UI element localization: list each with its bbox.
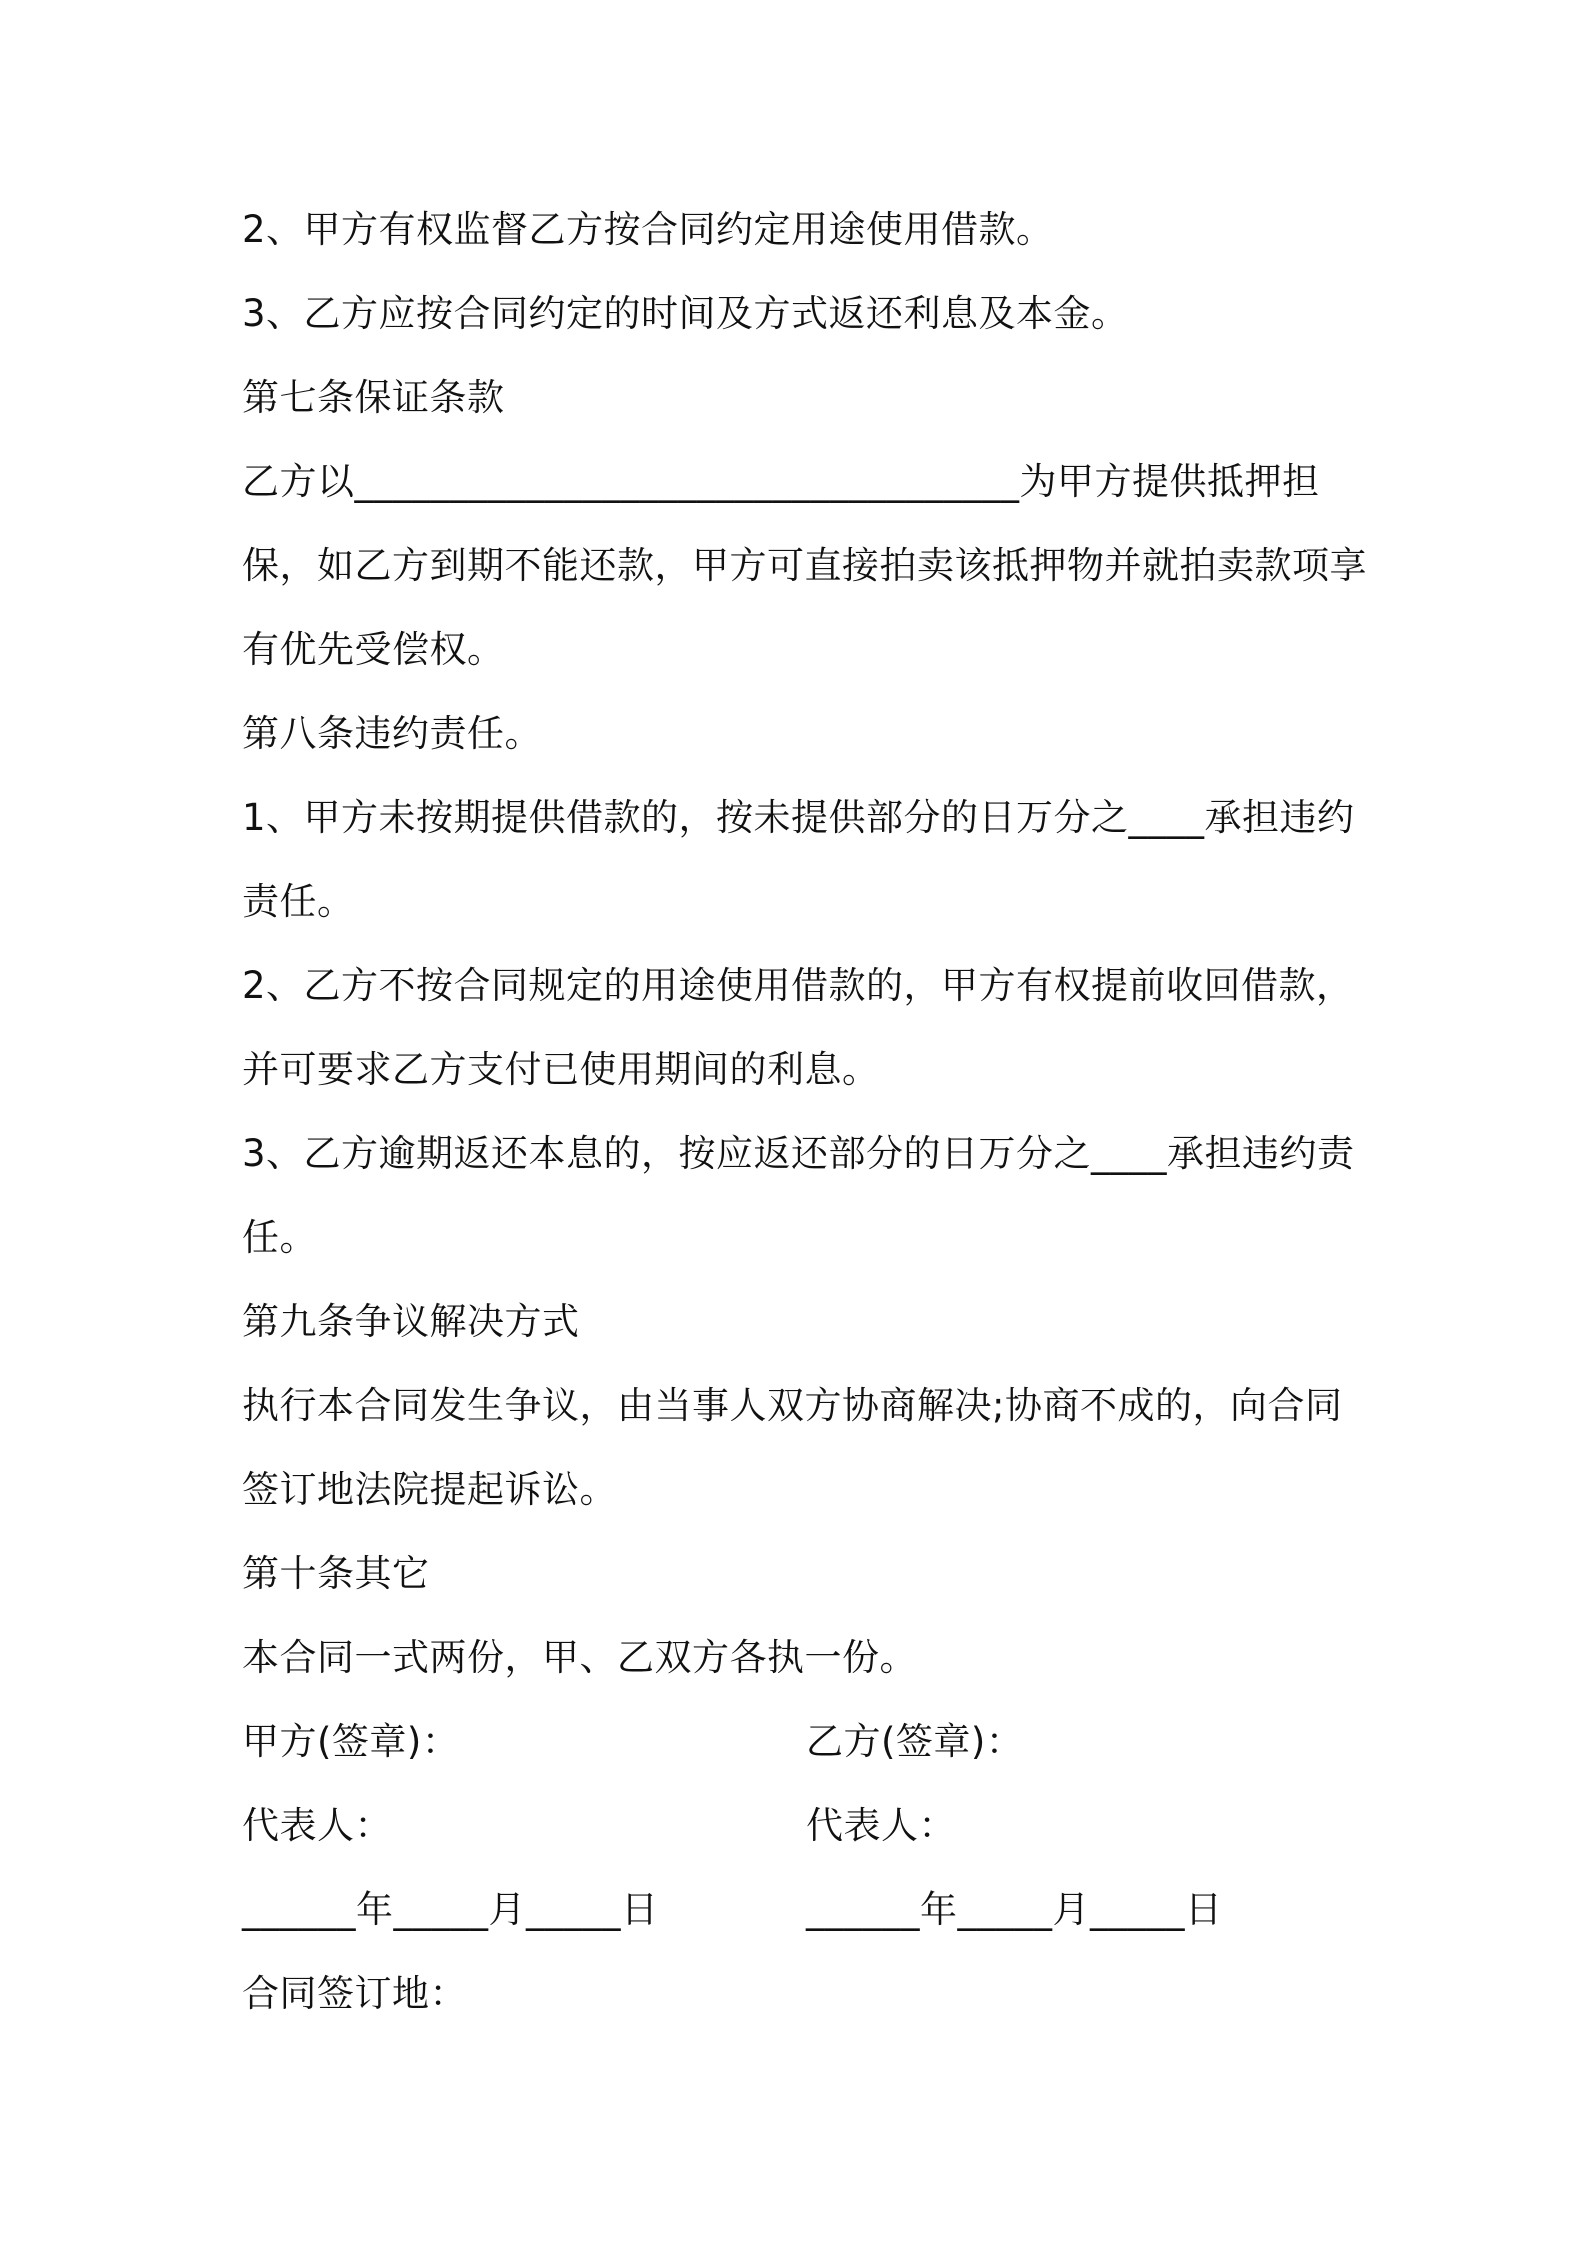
article-9-text-line-2: 签订地法院提起诉讼。: [242, 1468, 617, 1511]
article-7-heading: 第七条保证条款: [242, 376, 505, 419]
article-9-heading: 第九条争议解决方式: [242, 1300, 580, 1343]
article-8-item-1-line-2: 责任。: [242, 880, 355, 923]
article-10-heading: 第十条其它: [242, 1552, 430, 1595]
article-7-text-line-1: 乙方以___________________________________为甲方提供抵押担: [242, 460, 1320, 503]
contract-sign-place-label: 合同签订地：: [242, 1972, 467, 2015]
party-a-date-line: ______年_____月_____日: [242, 1888, 659, 1931]
article-8-item-1-line-1: 1、甲方未按期提供借款的，按未提供部分的日万分之____承担违约: [242, 796, 1355, 839]
article-7-text-line-2: 保，如乙方到期不能还款，甲方可直接拍卖该抵押物并就拍卖款项享: [242, 544, 1367, 587]
party-b-seal-label: 乙方(签章)：: [806, 1720, 1024, 1763]
article-9-text-line-1: 执行本合同发生争议，由当事人双方协商解决;协商不成的，向合同: [242, 1384, 1343, 1427]
article-8-item-2-line-1: 2、乙方不按合同规定的用途使用借款的，甲方有权提前收回借款，: [242, 964, 1354, 1007]
article-8-item-2-line-2: 并可要求乙方支付已使用期间的利息。: [242, 1048, 880, 1091]
article-8-item-3-line-2: 任。: [242, 1216, 317, 1259]
article-7-text-line-3: 有优先受偿权。: [242, 628, 505, 671]
article-8-heading: 第八条违约责任。: [242, 712, 542, 755]
article-8-item-3-line-1: 3、乙方逾期返还本息的，按应返还部分的日万分之____承担违约责: [242, 1132, 1355, 1175]
party-a-seal-label: 甲方(签章)：: [242, 1720, 460, 1763]
clause-2-supervise: 2、甲方有权监督乙方按合同约定用途使用借款。: [242, 208, 1054, 251]
clause-3-repay: 3、乙方应按合同约定的时间及方式返还利息及本金。: [242, 292, 1129, 335]
article-10-text: 本合同一式两份，甲、乙双方各执一份。: [242, 1636, 917, 1679]
party-b-date-line: ______年_____月_____日: [806, 1888, 1223, 1931]
party-b-representative-label: 代表人：: [806, 1804, 956, 1847]
party-a-representative-label: 代表人：: [242, 1804, 392, 1847]
